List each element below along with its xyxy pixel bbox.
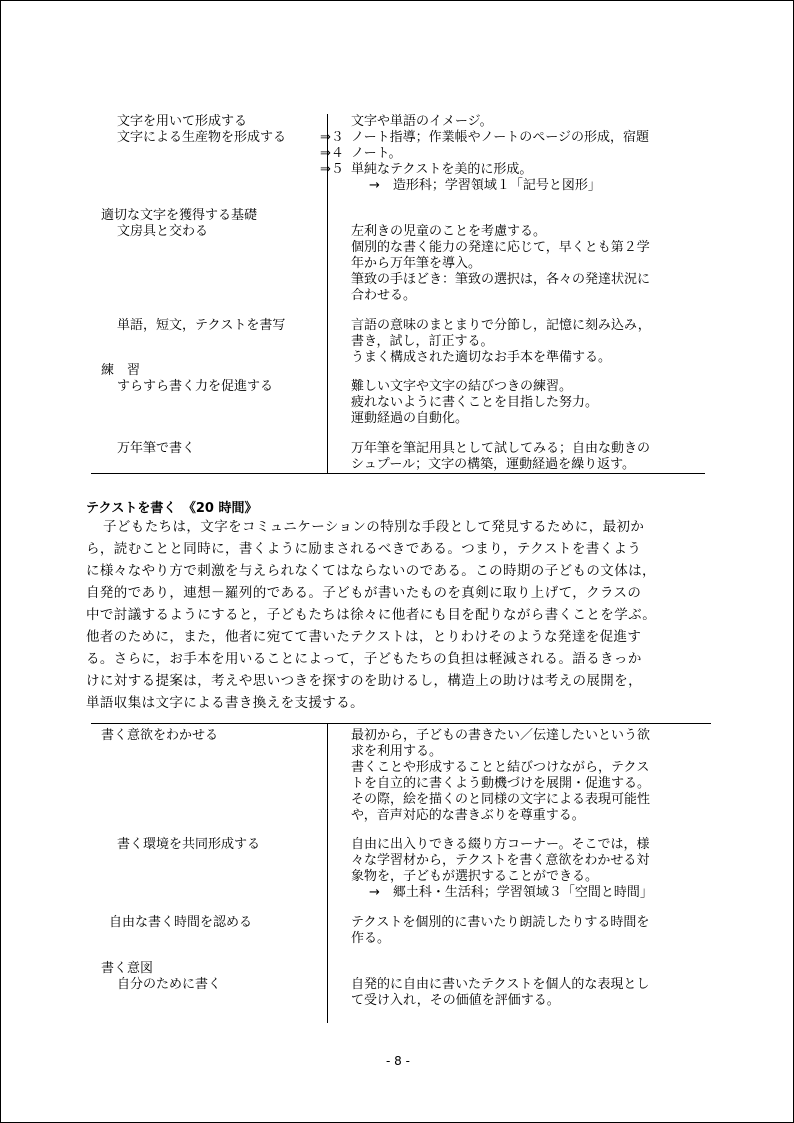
implies-arrow: ⇒３ <box>320 130 344 145</box>
table-column-divider <box>327 723 328 1023</box>
table-right-cell: 求を利用する。 <box>351 744 443 759</box>
table-left-cell: 単語，短文，テクストを書写 <box>117 318 286 333</box>
table-left-heading: 練 習 <box>101 363 141 378</box>
table-left-cell: 万年筆で書く <box>117 441 196 456</box>
table-left-cell: 文房具と交わる <box>117 224 209 239</box>
paragraph-line: ら，読むことと同時に，書くように励まされるべきである。つまり，テクストを書くよう <box>86 541 642 557</box>
table-top-rule <box>91 723 711 724</box>
table-right-cell: 最初から，子どもの書きたい／伝達したいという欲 <box>351 728 651 743</box>
table-right-cell: 個別的な書く能力の発達に応じて，早くとも第２学 <box>351 240 650 255</box>
table-right-cell: ノート指導；作業帳やノートのページの形成，宿題 <box>351 130 649 145</box>
table-right-cell: 書くことや形成することと結びつけながら，テクス <box>351 760 650 775</box>
paragraph-line: 他者のために，また，他者に宛てて書いたテクストは，とりわけそのような発達を促進す <box>86 629 642 645</box>
paragraph-line: けに対する提案は，考えや思いつきを探すのを助けるし，構造上の助けは考えの展開を， <box>86 673 642 689</box>
table-right-cell: 万年筆を筆記用具として試してみる；自由な動きの <box>351 441 651 456</box>
table-right-cell: 年から万年筆を導入。 <box>351 256 482 271</box>
table-left-cell: 文字による生産物を形成する <box>117 130 287 145</box>
table-left-cell: 書く環境を共同形成する <box>117 837 261 852</box>
table-right-cell: その際，絵を描くのと同様の文字による表現可能性 <box>351 792 651 807</box>
table-right-cell: 運動経過の自動化。 <box>351 411 469 426</box>
table-bottom-rule <box>91 473 705 474</box>
table-right-cell: トを自立的に書くよう動機づけを展開・促進する。 <box>351 776 651 791</box>
section-heading: テクストを書く 《20 時間》 <box>86 501 258 516</box>
table-right-cell: 象物を，子どもが選択することができる。 <box>351 869 599 884</box>
cross-reference: → 郷土科・生活科；学習領域３「空間と時間」 <box>369 885 653 900</box>
paragraph-line: 子どもたちは，文字をコミュニケーションの特別な手段として発見するために，最初か <box>103 519 645 535</box>
table-right-cell: 左利きの児童のことを考慮する。 <box>351 224 547 239</box>
table-left-cell: 自由な書く時間を認める <box>109 915 253 930</box>
table-right-cell: 文字や単語のイメージ。 <box>351 114 493 129</box>
table-right-cell: 作る。 <box>351 931 391 946</box>
table-right-cell: 単純なテクストを美的に形成。 <box>351 162 533 177</box>
implies-arrow: ⇒５ <box>320 162 344 177</box>
table-right-cell: 言語の意味のまとまりで分節し，記憶に刻み込み， <box>351 318 651 333</box>
paragraph-line: に様々なやり方で刺激を与えられなくてはならないのである。この時期の子どもの文体は， <box>86 563 656 579</box>
cross-reference: → 造形科；学習領域１「記号と図形」 <box>369 178 601 193</box>
table-left-heading: 適切な文字を獲得する基礎 <box>101 208 258 223</box>
table-right-cell: 合わせる。 <box>351 288 417 303</box>
table-right-cell: うまく構成された適切なお手本を準備する。 <box>351 350 612 365</box>
table-left-cell: 文字を用いて形成する <box>117 114 248 129</box>
table-right-cell: 自発的に自由に書いたテクストを個人的な表現とし <box>351 977 650 992</box>
table-left-cell: 書く意欲をわかせる <box>101 728 219 743</box>
table-right-cell: 難しい文字や文字の結びつきの練習。 <box>351 379 573 394</box>
table-right-cell: て受け入れ，その価値を評価する。 <box>351 993 560 1008</box>
paragraph-line: る。さらに，お手本を用いることによって，子どもたちの負担は軽減される。語るきっか <box>86 651 642 667</box>
table-right-cell: 筆致の手ほどき：筆致の選択は，各々の発達状況に <box>351 272 651 287</box>
table-right-cell: シュプール；文字の構築，運動経過を繰り返す。 <box>351 457 636 472</box>
table-right-cell: 々な学習材から，テクストを書く意欲をわかせる対 <box>351 853 650 868</box>
table-left-cell: すらすら書く力を促進する <box>117 379 274 394</box>
table-right-cell: テクストを個別的に書いたり朗読したりする時間を <box>351 915 650 930</box>
table-right-cell: 自由に出入りできる綴り方コーナー。そこでは，様 <box>351 837 650 852</box>
paragraph-line: 中で討議するようにすると，子どもたちは徐々に他者にも目を配りながら書くことを学ぶ。 <box>86 607 657 623</box>
table-left-cell: 自分のために書く <box>117 977 222 992</box>
paragraph-line: 単語収集は文字による書き換えを支援する。 <box>86 695 364 711</box>
table-left-heading: 書く意図 <box>101 961 154 976</box>
page-number: - 8 - <box>386 1054 410 1068</box>
table-right-cell: 書き，試し，訂正する。 <box>351 334 494 349</box>
paragraph-line: 自発的であり，連想－羅列的である。子どもが書いたものを真剣に取り上げて，クラスの <box>86 585 642 601</box>
table-right-cell: ノート。 <box>351 146 402 161</box>
implies-arrow: ⇒４ <box>320 146 344 161</box>
table-right-cell: 疲れないように書くことを目指した努力。 <box>351 395 599 410</box>
table-right-cell: や，音声対応的な書きぶりを尊重する。 <box>351 808 585 823</box>
